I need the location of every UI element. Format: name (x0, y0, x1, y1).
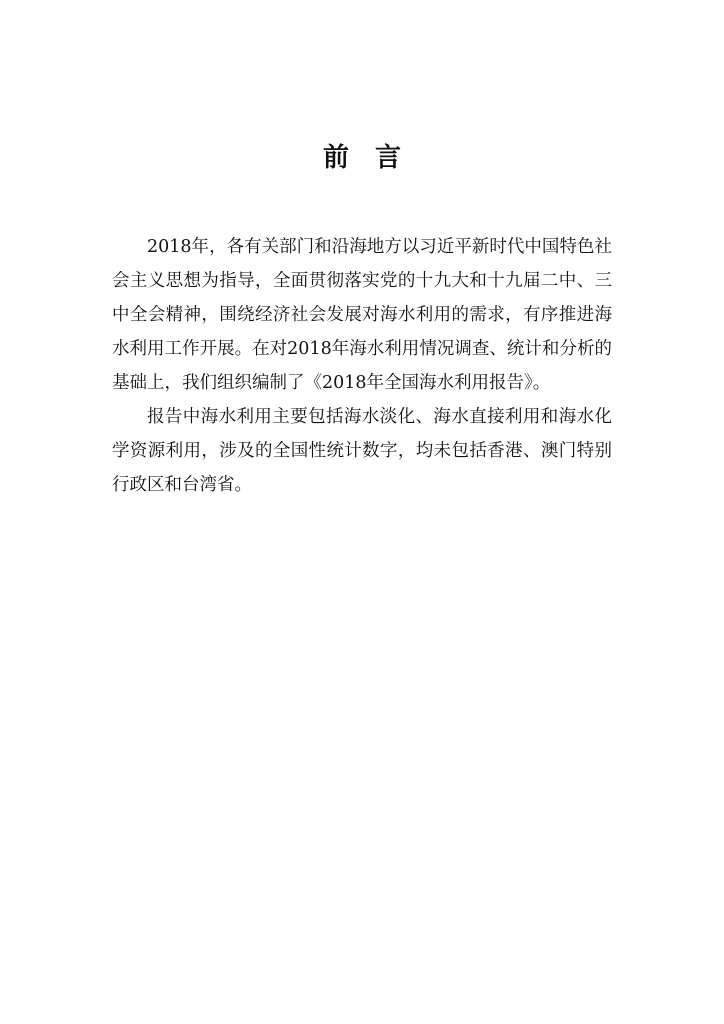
body-text (112, 230, 612, 502)
paragraph-1: 2018年，各有关部门和沿海地方以习近平新时代中国特色社会主义思想为指导，全面贯彻落实党的十九大和十九届二中、三中全会精神，围绕经济社会发展对海水利用的需求，有序推进海水利用工作开展。在对2018年海水利用情况调查、统计和分析的基础上，我们组织编制了《2018年全国海水利用报告》。 (112, 237, 612, 393)
page-title: 前 言 (322, 143, 401, 173)
paragraph-2: 报告中海水利用主要包括海水淡化、海水直接利用和海水化学资源利用，涉及的全国性统计数字，均未包括香港、澳门特别行政区和台湾省。 (112, 407, 612, 495)
